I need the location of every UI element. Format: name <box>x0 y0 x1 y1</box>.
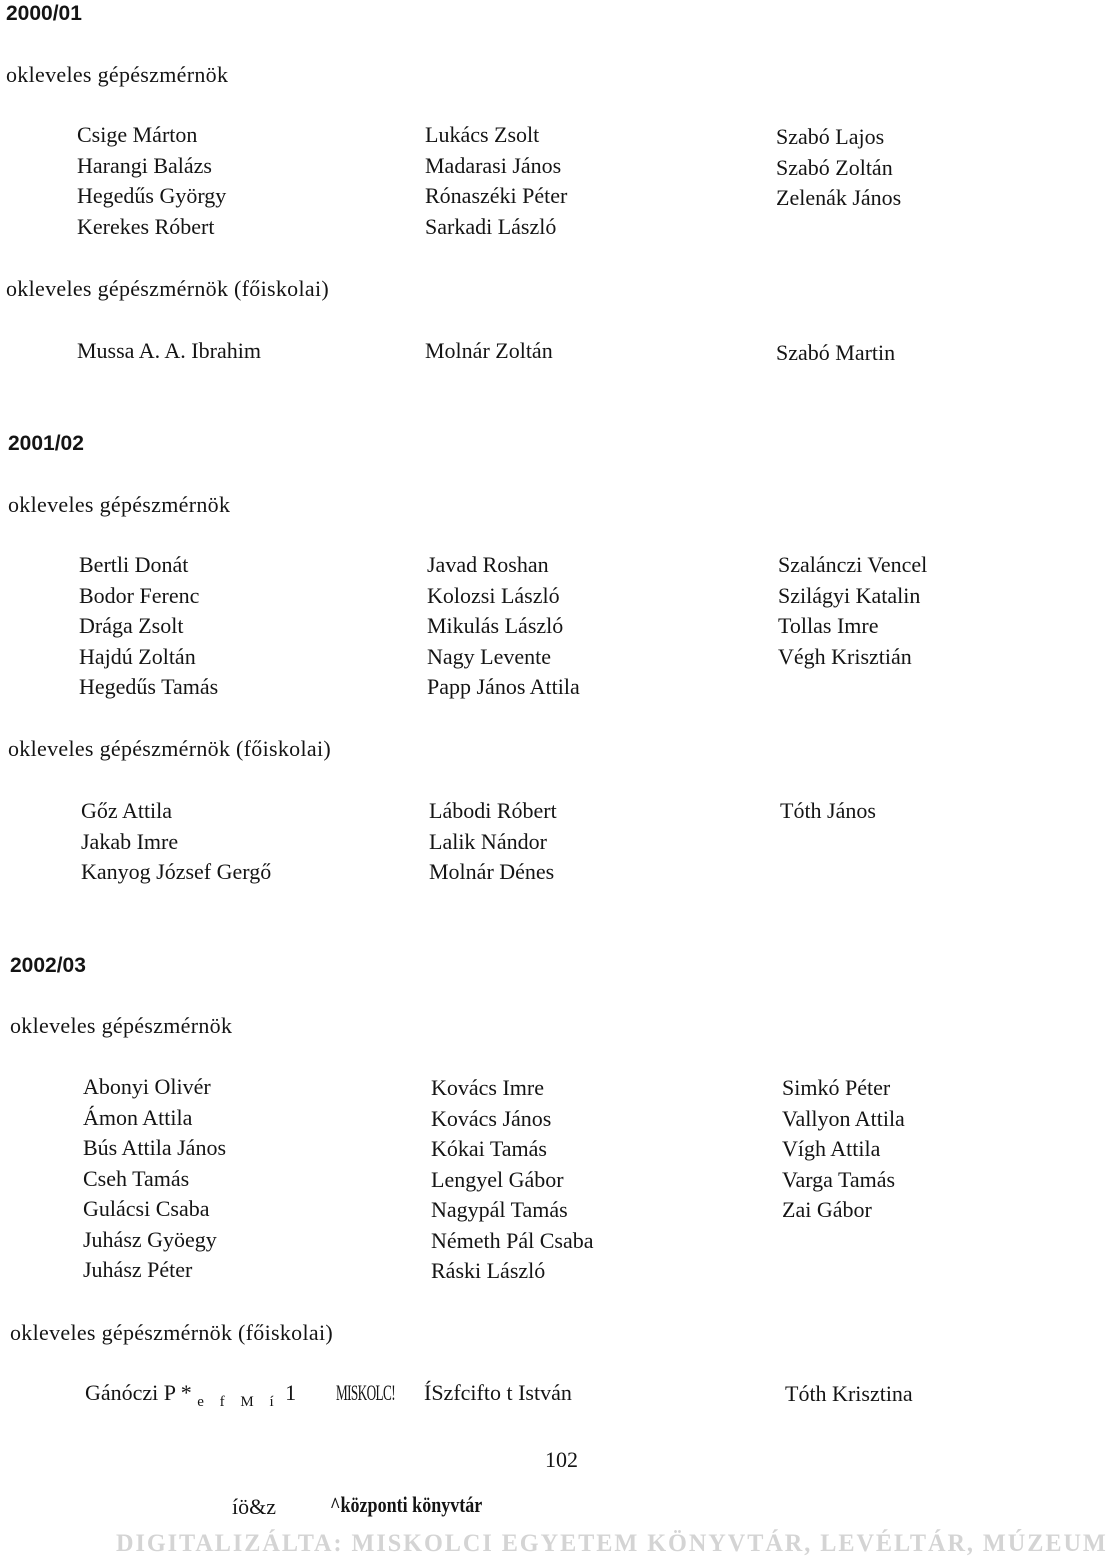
name-entry: Juhász Péter <box>83 1257 193 1282</box>
name-entry: Kovács Imre <box>431 1075 545 1100</box>
name-entry: Abonyi Olivér <box>83 1074 211 1099</box>
page-number: 102 <box>545 1447 578 1472</box>
name-entry: Tóth Krisztina <box>785 1381 913 1406</box>
ocr-fragment: e f M í <box>197 1394 280 1410</box>
name-entry: Jakab Imre <box>81 828 179 854</box>
name-entry: Lábodi Róbert <box>429 798 557 823</box>
name-entry: Papp János Attila <box>427 674 580 699</box>
name-entry: Molnár Zoltán <box>425 338 553 363</box>
name-column <box>780 796 876 827</box>
name-entry: Bertli Donát <box>79 552 189 577</box>
name-column <box>77 120 226 242</box>
name-column <box>83 1072 226 1286</box>
name-entry: Mussa A. A. Ibrahim <box>77 338 261 363</box>
name-entry: Lukács Zsolt <box>425 122 540 147</box>
name-column <box>427 550 580 703</box>
name-entry: Szabó Zoltán <box>776 154 893 180</box>
name-column <box>79 550 218 703</box>
name-column <box>776 122 901 214</box>
digitization-watermark: DIGITALIZÁLTA: MISKOLCI EGYETEM KÖNYVTÁR, LEVÉLTÁR, MÚZEUM <box>116 1530 1108 1557</box>
name-entry: Bús Attila János <box>83 1135 227 1160</box>
name-entry: Mikulás László <box>427 613 564 638</box>
name-entry: Nagy Levente <box>427 643 551 669</box>
name-column <box>431 1073 594 1287</box>
name-entry: Hegedűs Tamás <box>79 674 219 699</box>
ocr-fragment: 1 <box>285 1380 297 1405</box>
name-column <box>429 796 557 888</box>
name-entry: Tollas Imre <box>778 613 879 638</box>
ocr-fragment: Gánóczi P * <box>85 1380 192 1405</box>
name-entry: Vallyon Attila <box>782 1105 905 1131</box>
category-heading: okleveles gépészmérnök <box>8 492 231 517</box>
name-column <box>782 1073 905 1226</box>
name-entry: Harangi Balázs <box>77 152 212 178</box>
name-entry: Cseh Tamás <box>83 1165 190 1191</box>
name-entry: Szalánczi Vencel <box>778 552 928 577</box>
category-heading: okleveles gépészmérnök (főiskolai) <box>6 276 329 301</box>
name-column <box>81 796 271 888</box>
name-entry: Ámon Attila <box>83 1104 193 1130</box>
name-entry: Szabó Lajos <box>776 124 885 149</box>
name-entry: Bodor Ferenc <box>79 582 200 608</box>
name-entry: Javad Roshan <box>427 552 549 577</box>
year-heading-2002-03: 2002/03 <box>10 954 86 977</box>
name-entry: Kerekes Róbert <box>77 213 215 239</box>
category-heading: okleveles gépészmérnök <box>6 62 229 87</box>
name-entry: Madarasi János <box>425 152 562 178</box>
name-entry: Lengyel Gábor <box>431 1166 564 1192</box>
name-entry: Kovács János <box>431 1105 552 1131</box>
name-entry: Zelenák János <box>776 185 902 210</box>
name-entry: Vígh Attila <box>782 1136 881 1161</box>
category-heading: okleveles gépészmérnök <box>10 1013 233 1038</box>
name-entry: Tóth János <box>780 798 876 823</box>
name-entry: Csige Márton <box>77 122 198 147</box>
name-entry: Rónaszéki Péter <box>425 183 568 208</box>
year-heading-2000-01: 2000/01 <box>6 2 82 25</box>
name-entry: Drága Zsolt <box>79 613 184 638</box>
name-entry: Gőz Attila <box>81 798 173 823</box>
name-entry: Varga Tamás <box>782 1166 896 1192</box>
name-entry: Szabó Martin <box>776 340 896 365</box>
name-entry: Gulácsi Csaba <box>83 1196 210 1221</box>
category-heading: okleveles gépészmérnök (főiskolai) <box>8 736 331 761</box>
name-column <box>425 120 567 242</box>
name-entry: Végh Krisztián <box>778 643 912 669</box>
name-entry: Juhász Gyöegy <box>83 1226 217 1252</box>
name-entry: Kókai Tamás <box>431 1136 547 1161</box>
garbled-name-entry <box>336 1380 434 1406</box>
name-entry: Kanyog József Gergő <box>81 859 272 884</box>
name-entry: Ráski László <box>431 1258 546 1283</box>
name-entry: Nagypál Tamás <box>431 1197 568 1222</box>
library-stamp: ^központi könyvtár <box>330 1492 483 1517</box>
name-entry: Németh Pál Csaba <box>431 1227 594 1253</box>
year-heading-2001-02: 2001/02 <box>8 432 84 455</box>
name-entry: Simkó Péter <box>782 1075 891 1100</box>
name-entry: Lalik Nándor <box>429 828 547 854</box>
garbled-name-entry <box>85 1380 297 1410</box>
stamp-fragment: íö&z <box>232 1494 276 1519</box>
garbled-name-entry: ÍSzfcifto t István <box>424 1380 572 1405</box>
name-column <box>778 550 927 672</box>
name-entry: Sarkadi László <box>425 213 557 239</box>
name-entry: Zai Gábor <box>782 1197 872 1222</box>
ocr-fragment: MISKOLC! <box>336 1380 396 1405</box>
name-entry: Szilágyi Katalin <box>778 582 921 608</box>
name-entry: Kolozsi László <box>427 582 560 608</box>
category-heading: okleveles gépészmérnök (főiskolai) <box>10 1320 333 1345</box>
name-entry: Hegedűs György <box>77 183 227 208</box>
name-entry: Molnár Dénes <box>429 859 555 884</box>
name-entry: Hajdú Zoltán <box>79 643 196 669</box>
